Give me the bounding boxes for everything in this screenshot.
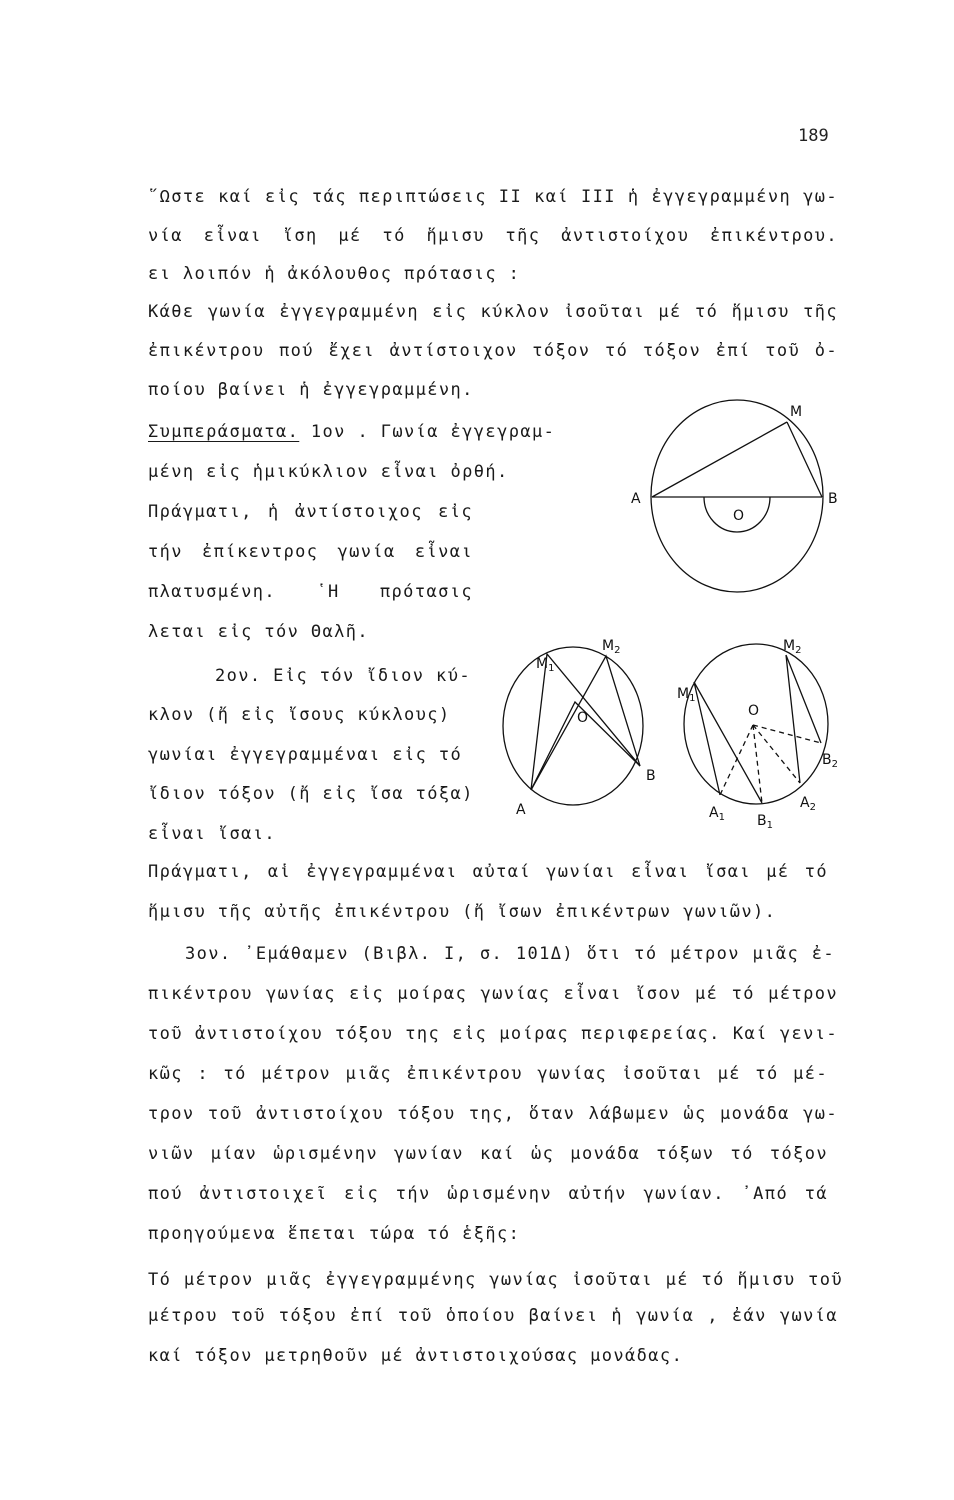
- label-a: A: [631, 491, 641, 507]
- text-line: τοῦ ἀντιστοίχου τόξου της εἰς μοίρας περιφερείας. Καί γενι-: [148, 1024, 838, 1044]
- text-line: ῞Ωστε καί εἰς τάς περιπτώσεις ΙΙ καί ΙΙΙ ἡ ἐγγεγραμμένη γω-: [148, 187, 838, 207]
- text-line: πικέντρου γωνίας εἰς μοίρας γωνίας εἶναι ἴσον μέ τό μέτρον: [148, 984, 838, 1004]
- text-line: νιῶν μίαν ὡρισμένην γωνίαν καί ὡς μονάδα τόξων τό τόξον: [148, 1144, 828, 1164]
- circle: [651, 400, 823, 592]
- circle: [684, 644, 828, 804]
- text-line: πού ἀντιστοιχεῖ εἰς τήν ὡρισμένην αὐτήν γωνίαν. ᾿Από τά: [148, 1184, 828, 1204]
- conclusions-heading: Συμπεράσματα.: [148, 422, 300, 442]
- figure-same-arc-angles: [503, 638, 656, 818]
- text-line: 3ον. ᾿Εμάθαμεν (Βιβλ. Ι, σ. 101Δ) ὅτι τό μέτρον μιᾶς ἐ-: [185, 944, 835, 964]
- page-number: 189: [798, 126, 829, 146]
- label-m: M: [790, 404, 803, 420]
- text-line: λεται εἰς τόν Θαλῆ.: [148, 622, 370, 642]
- text-line: γωνίαι ἐγγεγραμμέναι εἰς τό: [148, 745, 463, 765]
- text-line: τήν ἐπίκεντρος γωνία εἶναι: [148, 542, 473, 562]
- angle-a2m2b2: [786, 655, 821, 783]
- label-m2: $M_2$: [783, 638, 802, 656]
- text-line: εἶναι ἴσαι.: [148, 824, 276, 844]
- label-m1: $M_1$: [677, 686, 696, 704]
- label-m1: $M_1$: [536, 656, 555, 674]
- theorem-line: ἐπικέντρου πού ἔχει ἀντίστοιχον τόξον τό τόξον ἐπί τοῦ ὀ-: [148, 341, 838, 361]
- text-line: μένη εἰς ἡμικύκλιον εἶναι ὀρθή.: [148, 462, 509, 482]
- text-line: πλατυσμένη. ῾Η πρότασις: [148, 582, 473, 602]
- text-line: νία εἶναι ἴση μέ τό ἥμισυ τῆς ἀντιστοίχου ἐπικέντρου.: [148, 226, 838, 246]
- label-a1: $A_1$: [709, 805, 725, 823]
- theorem-line: Κάθε γωνία ἐγγεγραμμένη εἰς κύκλον ἰσοῦται μέ τό ἥμισυ τῆς: [148, 302, 838, 322]
- text-line: ἥμισυ τῆς αὐτῆς ἐπικέντρου (ἤ ἴσων ἐπικέντρων γωνιῶν).: [148, 902, 777, 922]
- label-a2: $A_2$: [800, 795, 816, 813]
- label-o: O: [733, 508, 745, 524]
- label-o: O: [577, 710, 589, 726]
- figure-equal-arcs-angles: [677, 638, 838, 831]
- label-o: O: [748, 703, 760, 719]
- text-line: 1ον . Γωνία ἐγγεγραμ-: [310, 422, 556, 442]
- label-a: A: [516, 802, 526, 818]
- label-b2: $B_2$: [822, 752, 838, 770]
- angle-a1m1b1: [694, 682, 762, 803]
- figure-semicircle-right-angle: [631, 400, 838, 592]
- text-line: κλον (ἤ εἰς ἴσους κύκλους): [148, 705, 451, 725]
- text-line: ἴδιον τόξον (ἤ εἰς ἴσα τόξα): [148, 784, 474, 804]
- text-line: προηγούμενα ἕπεται τώρα τό ἑξῆς:: [148, 1224, 521, 1244]
- circle: [503, 647, 643, 805]
- text-line: Πράγματι, αἱ ἐγγεγραμμέναι αὐταί γωνίαι εἶναι ἴσαι μέ τό: [148, 862, 828, 882]
- label-b: B: [828, 491, 838, 507]
- label-b: B: [646, 768, 656, 784]
- theorem-line: Τό μέτρον μιᾶς ἐγγεγραμμένης γωνίας ἰσοῦται μέ τό ἥμισυ τοῦ: [148, 1270, 843, 1290]
- text-line: ει λοιπόν ἡ ἀκόλουθος πρότασις :: [148, 264, 521, 284]
- label-m2: $M_2$: [602, 638, 621, 656]
- text-line: τρον τοῦ ἀντιστοίχου τόξου της, ὅταν λάβωμεν ὡς μονάδα γω-: [148, 1104, 838, 1124]
- text-line: Πράγματι, ἡ ἀντίστοιχος εἰς: [148, 502, 473, 522]
- theorem-line: μέτρου τοῦ τόξου ἐπί τοῦ ὁποίου βαίνει ἡ γωνία , ἐάν γωνία: [148, 1306, 838, 1326]
- central-angles-dashed: [720, 725, 821, 803]
- theorem-line: καί τόξον μετρηθοῦν μέ ἀντιστοιχούσας μονάδας.: [148, 1346, 684, 1366]
- text-line: 2ον. Εἰς τόν ἴδιον κύ-: [215, 666, 471, 686]
- label-b1: $B_1$: [757, 813, 773, 831]
- theorem-line: ποίου βαίνει ἡ ἐγγεγραμμένη.: [148, 380, 474, 400]
- text-line: κῶς : τό μέτρον μιᾶς ἐπικέντρου γωνίας ἰσοῦται μέ τό μέ-: [148, 1064, 828, 1084]
